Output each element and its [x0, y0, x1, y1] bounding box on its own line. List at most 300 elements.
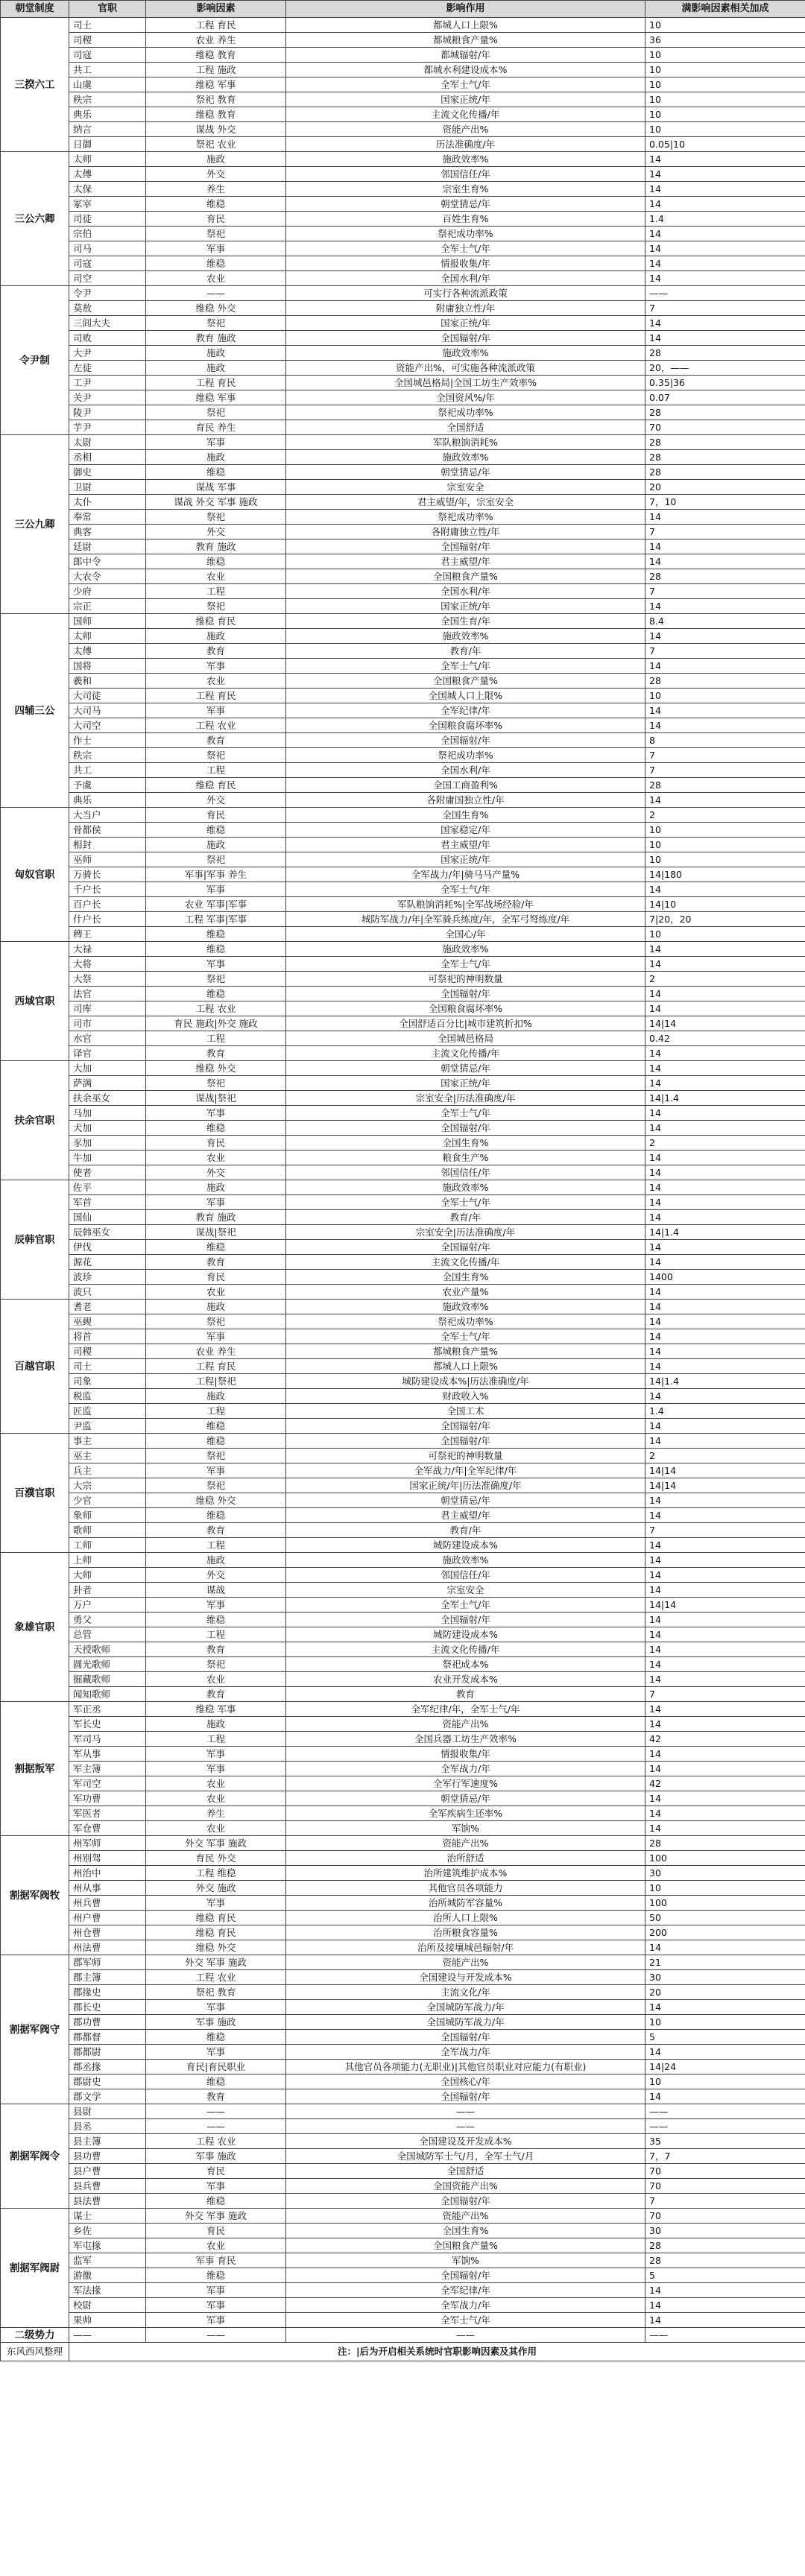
factor-cell: 军事 [146, 1762, 286, 1776]
bonus-cell: 30 [645, 1866, 805, 1881]
factor-cell: 维稳 军事 [146, 390, 286, 405]
table-row [1, 733, 805, 748]
table-row [1, 942, 805, 957]
table-row [1, 2060, 805, 2075]
official-name: 耆老 [69, 1300, 146, 1314]
table-row [1, 1165, 805, 1180]
table-row [1, 390, 805, 405]
bonus-cell: 14 [645, 1613, 805, 1627]
bonus-cell: 21 [645, 1955, 805, 1970]
official-name: 县主簿 [69, 2134, 146, 2149]
factor-cell: 工程 育民 [146, 376, 286, 390]
bonus-cell: 14|24 [645, 2060, 805, 2075]
bonus-cell: 14 [645, 1642, 805, 1657]
factor-cell: 工程 [146, 1538, 286, 1553]
effect-cell: 宗室生育% [286, 182, 645, 197]
bonus-cell: 7 [645, 584, 805, 599]
table-row [1, 376, 805, 390]
bonus-cell: 14 [645, 1180, 805, 1195]
system-name: 百越官职 [1, 1300, 69, 1434]
bonus-cell: —— [645, 2328, 805, 2343]
bonus-cell: 14 [645, 1702, 805, 1717]
factor-cell: 祭祀 [146, 1657, 286, 1672]
factor-cell: 军事 [146, 957, 286, 972]
factor-cell: 育民 [146, 808, 286, 823]
factor-cell: 维稳 教育 [146, 107, 286, 122]
factor-cell: 维稳 [146, 197, 286, 212]
factor-cell: 教育 [146, 1642, 286, 1657]
official-name: 司象 [69, 1374, 146, 1389]
bonus-cell: 14 [645, 2298, 805, 2313]
bonus-cell: 14 [645, 1240, 805, 1255]
factor-cell: 祭祀 [146, 316, 286, 331]
table-row [1, 1925, 805, 1940]
official-name: 宗伯 [69, 227, 146, 241]
factor-cell: 祭祀 [146, 1449, 286, 1463]
effect-cell: 城防建设成本%|历法准确度/年 [286, 1374, 645, 1389]
factor-cell: 施政 [146, 629, 286, 644]
effect-cell: 全军士气/年 [286, 77, 645, 92]
table-row [1, 808, 805, 823]
effect-cell: 可祭祀的神明数量 [286, 972, 645, 987]
credit-text: 东风西风整理 [1, 2343, 69, 2361]
table-row [1, 227, 805, 241]
bonus-cell: 14 [645, 1508, 805, 1523]
official-name: 大师 [69, 1568, 146, 1583]
official-name: 大尹 [69, 346, 146, 361]
effect-cell: 全国粮食产量% [286, 674, 645, 689]
bonus-cell: 10 [645, 92, 805, 107]
official-name: 司寇 [69, 48, 146, 63]
bonus-cell: 30 [645, 2224, 805, 2238]
system-name: 扶余官职 [1, 1061, 69, 1180]
table-row [1, 346, 805, 361]
effect-cell: 国家正统/年 [286, 852, 645, 867]
factor-cell: 军事 [146, 435, 286, 450]
effect-cell: 施政效率% [286, 152, 645, 167]
effect-cell: 其他官员各项能力(无职业)|其他官员职业对应能力(有职业) [286, 2060, 645, 2075]
factor-cell: 祭祀 [146, 972, 286, 987]
factor-cell: 外交 [146, 525, 286, 539]
table-row [1, 1508, 805, 1523]
factor-cell: 军事|军事 养生 [146, 867, 286, 882]
effect-cell: 祭祀成功率% [286, 405, 645, 420]
table-row [1, 2119, 805, 2134]
bonus-cell: 14 [645, 1389, 805, 1404]
official-name: 马加 [69, 1106, 146, 1121]
table-row [1, 2238, 805, 2253]
bonus-cell: 7 [645, 763, 805, 778]
effect-cell: 主流文化/年 [286, 1985, 645, 2000]
official-name: 秩宗 [69, 92, 146, 107]
table-row [1, 92, 805, 107]
table-row [1, 1285, 805, 1300]
bonus-cell: 7，7 [645, 2149, 805, 2164]
effect-cell: 治所建筑维护成本% [286, 1866, 645, 1881]
effect-cell: 全国建设及开发成本% [286, 2134, 645, 2149]
effect-cell: 都城辐射/年 [286, 48, 645, 63]
official-name: 军屯掾 [69, 2238, 146, 2253]
official-name: 大宗 [69, 1478, 146, 1493]
official-name: 司稷 [69, 33, 146, 48]
table-row [1, 1091, 805, 1106]
table-row [1, 182, 805, 197]
factor-cell: 农业 [146, 1776, 286, 1791]
bonus-cell: 14 [645, 331, 805, 346]
table-row [1, 1970, 805, 1985]
official-name: 牛加 [69, 1151, 146, 1165]
official-name: 丞相 [69, 450, 146, 465]
bonus-cell: 70 [645, 2164, 805, 2179]
header-official: 官职 [69, 1, 146, 18]
effect-cell: 朝堂猜忌/年 [286, 1791, 645, 1806]
effect-cell: 宗室安全 [286, 480, 645, 495]
factor-cell: 谋战 [146, 1583, 286, 1598]
bonus-cell: 10 [645, 689, 805, 703]
official-name: 郡主簿 [69, 1970, 146, 1985]
table-row [1, 2015, 805, 2030]
official-name: 御史 [69, 465, 146, 480]
effect-cell: 君主威望/年，宗室安全 [286, 495, 645, 510]
factor-cell: 军事 育民 [146, 2253, 286, 2268]
table-row [1, 2134, 805, 2149]
official-name: 共工 [69, 63, 146, 77]
effect-cell: 附庸独立性/年 [286, 301, 645, 316]
effect-cell: 财政收入% [286, 1389, 645, 1404]
bonus-cell: 14 [645, 554, 805, 569]
official-name: 郡文学 [69, 2089, 146, 2104]
factor-cell: 农业 [146, 1821, 286, 1836]
effect-cell: 都城粮食产量% [286, 33, 645, 48]
factor-cell: 军事 施政 [146, 2015, 286, 2030]
table-row [1, 763, 805, 778]
official-name: 什户长 [69, 912, 146, 927]
table-row [1, 987, 805, 1001]
bonus-cell: 14 [645, 256, 805, 271]
official-name: 大禄 [69, 942, 146, 957]
effect-cell: 全军战力/年 [286, 1762, 645, 1776]
factor-cell: 祭祀 [146, 852, 286, 867]
effect-cell: 百姓生育% [286, 212, 645, 227]
factor-cell: 施政 [146, 450, 286, 465]
effect-cell: 祭祀成本% [286, 1657, 645, 1672]
effect-cell: 治所舒适 [286, 1851, 645, 1866]
effect-cell: 邻国信任/年 [286, 1568, 645, 1583]
official-name: 游徼 [69, 2268, 146, 2283]
factor-cell: 维稳 [146, 1613, 286, 1627]
table-row [1, 1434, 805, 1449]
table-row [1, 480, 805, 495]
table-row [1, 1732, 805, 1747]
table-row [1, 659, 805, 674]
effect-cell: 资能产出% [286, 1717, 645, 1732]
effect-cell: 君主威望/年 [286, 838, 645, 852]
effect-cell: 国家正统/年|历法准确度/年 [286, 1478, 645, 1493]
table-row [1, 2104, 805, 2119]
bonus-cell: 14|14 [645, 1598, 805, 1613]
table-row [1, 450, 805, 465]
official-name: 波只 [69, 1285, 146, 1300]
factor-cell: 育民 养生 [146, 420, 286, 435]
factor-cell: 施政 [146, 152, 286, 167]
bonus-cell: 28 [645, 465, 805, 480]
factor-cell: 育民|育民职业 [146, 2060, 286, 2075]
table-row [1, 1627, 805, 1642]
official-name: 骨都侯 [69, 823, 146, 838]
table-row [1, 1314, 805, 1329]
official-name: 军首 [69, 1195, 146, 1210]
official-name: 谋士 [69, 2209, 146, 2224]
official-name: 大加 [69, 1061, 146, 1076]
official-name: 军主簿 [69, 1762, 146, 1776]
factor-cell: 祭祀 [146, 1314, 286, 1329]
bonus-cell: 14 [645, 659, 805, 674]
table-row [1, 271, 805, 286]
table-row [1, 495, 805, 510]
effect-cell: 全军士气/年 [286, 241, 645, 256]
official-name: 司败 [69, 331, 146, 346]
bonus-cell: 100 [645, 1896, 805, 1911]
factor-cell: 军事 [146, 659, 286, 674]
system-name: 百濮官职 [1, 1434, 69, 1553]
factor-cell: 军事 [146, 241, 286, 256]
factor-cell: 军事 [146, 2045, 286, 2060]
bonus-cell: 14 [645, 1151, 805, 1165]
bonus-cell: 10 [645, 2015, 805, 2030]
bonus-cell: 14 [645, 2045, 805, 2060]
official-name: 司稷 [69, 1344, 146, 1359]
official-name: 犬加 [69, 1121, 146, 1136]
bonus-cell: 7 [645, 301, 805, 316]
factor-cell: 施政 [146, 361, 286, 376]
table-row [1, 1791, 805, 1806]
table-row [1, 972, 805, 987]
factor-cell: 谋战|祭祀 [146, 1225, 286, 1240]
bonus-cell: 14 [645, 1285, 805, 1300]
effect-cell: 全国舒适百分比|城市建筑折扣% [286, 1016, 645, 1031]
bonus-cell: 8.4 [645, 614, 805, 629]
table-row [1, 1985, 805, 2000]
effect-cell: 情报收集/年 [286, 256, 645, 271]
effect-cell: 全军士气/年 [286, 882, 645, 897]
system-name: 四辅三公 [1, 614, 69, 808]
table-row [1, 48, 805, 63]
effect-cell: 治所及接壤城邑辐射/年 [286, 1940, 645, 1955]
effect-cell: 全军士气/年 [286, 2313, 645, 2328]
official-name: 总管 [69, 1627, 146, 1642]
factor-cell: 工程 [146, 584, 286, 599]
factor-cell: 谋战|祭祀 [146, 1091, 286, 1106]
bonus-cell: 14 [645, 539, 805, 554]
official-name: 乡佐 [69, 2224, 146, 2238]
table-row [1, 1463, 805, 1478]
factor-cell: 维稳 [146, 554, 286, 569]
table-row [1, 1717, 805, 1732]
bonus-cell: 14 [645, 182, 805, 197]
factor-cell: 农业 [146, 1151, 286, 1165]
table-row [1, 1359, 805, 1374]
official-name: 圆光歌师 [69, 1657, 146, 1672]
bonus-cell: 28 [645, 2253, 805, 2268]
effect-cell: 全国城邑格局|全国工坊生产效率% [286, 376, 645, 390]
official-name: 县功曹 [69, 2149, 146, 2164]
table-row [1, 301, 805, 316]
factor-cell: 教育 [146, 1523, 286, 1538]
effect-cell: 全国粮食产量% [286, 569, 645, 584]
official-name: 秩宗 [69, 748, 146, 763]
bonus-cell: 14|1.4 [645, 1091, 805, 1106]
official-name: 监军 [69, 2253, 146, 2268]
bonus-cell: 10 [645, 48, 805, 63]
table-row [1, 1151, 805, 1165]
table-row [1, 1955, 805, 1970]
bonus-cell: 14 [645, 1329, 805, 1344]
effect-cell: 全军纪律/年，全军士气/年 [286, 1702, 645, 1717]
effect-cell: 全军战力/年 [286, 2298, 645, 2313]
bonus-cell: 14 [645, 241, 805, 256]
effect-cell: 施政效率% [286, 450, 645, 465]
effect-cell: 宗室安全|历法准确度/年 [286, 1091, 645, 1106]
bonus-cell: 10 [645, 927, 805, 942]
factor-cell: 养生 [146, 182, 286, 197]
effect-cell: 全国辐射/年 [286, 2268, 645, 2283]
official-name: 大司徒 [69, 689, 146, 703]
table-row [1, 241, 805, 256]
official-name: 伊伐 [69, 1240, 146, 1255]
bonus-cell: 14 [645, 1210, 805, 1225]
effect-cell: 治所人口上限% [286, 1911, 645, 1925]
effect-cell: 国家正统/年 [286, 92, 645, 107]
bonus-cell: 14 [645, 1314, 805, 1329]
factor-cell: 教育 施政 [146, 331, 286, 346]
official-name: 羲和 [69, 674, 146, 689]
table-row [1, 152, 805, 167]
table-row [1, 1001, 805, 1016]
effect-cell: 祭祀成功率% [286, 748, 645, 763]
official-name: 纳言 [69, 122, 146, 137]
bonus-cell: 0.35|36 [645, 376, 805, 390]
effect-cell: 全国工商盈利% [286, 778, 645, 793]
factor-cell: 教育 [146, 1046, 286, 1061]
effect-cell: 全国资风%/年 [286, 390, 645, 405]
bonus-cell: 14 [645, 942, 805, 957]
table-row [1, 107, 805, 122]
bonus-cell: 10 [645, 852, 805, 867]
factor-cell: 施政 [146, 1717, 286, 1732]
effect-cell: 各附庸独立性/年 [286, 525, 645, 539]
official-name: 卫尉 [69, 480, 146, 495]
official-name: 巫主 [69, 1449, 146, 1463]
factor-cell: 祭祀 教育 [146, 1985, 286, 2000]
factor-cell: 祭祀 [146, 1076, 286, 1091]
table-row [1, 1583, 805, 1598]
bonus-cell: 14 [645, 718, 805, 733]
factor-cell: 育民 [146, 1270, 286, 1285]
official-name: 少府 [69, 584, 146, 599]
bonus-cell: 20 [645, 480, 805, 495]
bonus-cell: 14 [645, 1419, 805, 1434]
effect-cell: 全国辐射/年 [286, 2194, 645, 2209]
bonus-cell: 14|10 [645, 897, 805, 912]
official-name: 令尹 [69, 286, 146, 301]
table-row [1, 465, 805, 480]
effect-cell: 全国辐射/年 [286, 2089, 645, 2104]
bonus-cell: 14 [645, 2089, 805, 2104]
factor-cell: 施政 [146, 346, 286, 361]
system-name: 割据叛军 [1, 1702, 69, 1836]
factor-cell: 谋战 军事 [146, 480, 286, 495]
bonus-cell: 10 [645, 63, 805, 77]
bonus-cell: 28 [645, 569, 805, 584]
bonus-cell: 14|14 [645, 1478, 805, 1493]
factor-cell: 祭祀 农业 [146, 137, 286, 152]
factor-cell: 教育 [146, 2089, 286, 2104]
effect-cell: 全军战力/年|全军纪律/年 [286, 1463, 645, 1478]
bonus-cell: 14 [645, 1493, 805, 1508]
bonus-cell: 14 [645, 1061, 805, 1076]
factor-cell: 祭祀 [146, 405, 286, 420]
official-name: 司马 [69, 241, 146, 256]
official-name: 予虞 [69, 778, 146, 793]
factor-cell: 外交 [146, 1568, 286, 1583]
effect-cell: 全国水利/年 [286, 763, 645, 778]
effect-cell: 其他官员各项能力 [286, 1881, 645, 1896]
effect-cell: 施政效率% [286, 629, 645, 644]
official-name: 太仆 [69, 495, 146, 510]
official-name: 天授歌师 [69, 1642, 146, 1657]
bonus-cell: 14 [645, 2283, 805, 2298]
factor-cell: 教育 施政 [146, 1210, 286, 1225]
table-row [1, 1210, 805, 1225]
official-name: 州从事 [69, 1881, 146, 1896]
effect-cell: 全国生育% [286, 2224, 645, 2238]
bonus-cell: 14 [645, 1568, 805, 1583]
official-name: 典乐 [69, 107, 146, 122]
table-row [1, 2075, 805, 2089]
official-name: 国师 [69, 614, 146, 629]
effect-cell: 君主威望/年 [286, 554, 645, 569]
bonus-cell: 7，10 [645, 495, 805, 510]
official-name: 作士 [69, 733, 146, 748]
table-row [1, 316, 805, 331]
bonus-cell: —— [645, 286, 805, 301]
effect-cell: 全国生育/年 [286, 614, 645, 629]
table-row [1, 2164, 805, 2179]
factor-cell: 育民 [146, 1136, 286, 1151]
table-row [1, 2149, 805, 2164]
effect-cell: 各附庸国独立性/年 [286, 793, 645, 808]
factor-cell: 维稳 [146, 987, 286, 1001]
factor-cell: 教育 [146, 1687, 286, 1702]
factor-cell: 教育 [146, 733, 286, 748]
bonus-cell: 14 [645, 2000, 805, 2015]
factor-cell: 工程 [146, 763, 286, 778]
official-name: 军医者 [69, 1806, 146, 1821]
bonus-cell: 14|1.4 [645, 1225, 805, 1240]
official-name: 州兵曹 [69, 1896, 146, 1911]
factor-cell: 外交 [146, 167, 286, 182]
factor-cell: 军事 [146, 1329, 286, 1344]
table-row [1, 539, 805, 554]
effect-cell: 主流文化传播/年 [286, 1642, 645, 1657]
official-name: 莫敖 [69, 301, 146, 316]
effect-cell: 施政效率% [286, 942, 645, 957]
bonus-cell: 70 [645, 2209, 805, 2224]
factor-cell: 工程 [146, 1031, 286, 1046]
table-row [1, 2298, 805, 2313]
bonus-cell: 14 [645, 167, 805, 182]
table-row [1, 882, 805, 897]
